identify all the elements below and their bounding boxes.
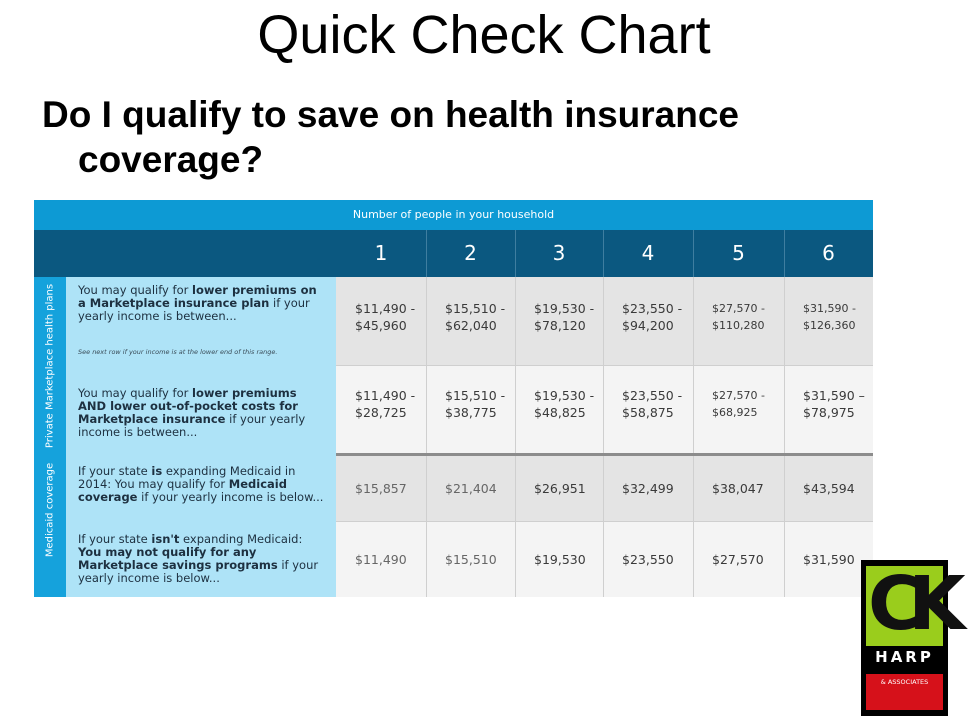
section-divider xyxy=(336,453,873,456)
side-bar-private xyxy=(34,277,66,455)
header-divider xyxy=(426,230,427,277)
row-background xyxy=(336,365,873,455)
income-cell: $32,499 xyxy=(622,481,674,496)
income-cell: $23,550 xyxy=(622,552,674,567)
subtitle-line-2: coverage? xyxy=(78,139,264,180)
household-size-4: 4 xyxy=(641,241,655,265)
row-note: See next row if your income is at the lower end of this range. xyxy=(78,348,278,356)
header-divider xyxy=(784,230,785,277)
row-divider xyxy=(336,365,873,366)
side-label-medicaid: Medicaid coverage xyxy=(44,462,56,558)
income-cell: $27,570 - $110,280 xyxy=(712,302,765,332)
row-description-1 xyxy=(66,277,336,365)
row-background xyxy=(336,277,873,365)
row-background xyxy=(336,521,873,597)
household-size-2: 2 xyxy=(464,241,477,265)
row-divider xyxy=(336,521,873,522)
company-logo xyxy=(861,560,952,716)
income-cell: $15,510 xyxy=(445,552,497,567)
logo-green-block xyxy=(866,561,952,647)
income-cell: $11,490 - $28,725 xyxy=(355,388,416,420)
income-cell: $43,594 xyxy=(803,481,855,496)
header-divider xyxy=(515,230,516,277)
row-description-3 xyxy=(66,455,336,521)
income-cell: $31,590 - $126,360 xyxy=(803,302,856,332)
income-cell: $15,510 - $38,775 xyxy=(445,388,506,420)
income-cell: $26,951 xyxy=(534,481,586,496)
column-divider xyxy=(426,277,427,597)
subtitle-line-1: Do I qualify to save on health insurance xyxy=(42,94,739,135)
column-divider xyxy=(515,277,516,597)
income-cell: $23,550 - $94,200 xyxy=(622,301,683,333)
income-cell: $19,530 - $48,825 xyxy=(534,388,595,420)
income-cell: $21,404 xyxy=(445,481,497,496)
household-size-6: 6 xyxy=(822,241,835,265)
column-divider xyxy=(603,277,604,597)
side-label-private: Private Marketplace health plans xyxy=(44,283,56,449)
income-cell: $11,490 - $45,960 xyxy=(355,301,416,333)
row-description-4 xyxy=(66,521,336,597)
column-divider xyxy=(693,277,694,597)
household-size-header xyxy=(34,230,873,277)
logo-word: HARP xyxy=(875,648,934,666)
header-divider xyxy=(603,230,604,277)
logo-subword: & ASSOCIATES xyxy=(880,678,929,686)
row-description-text: You may qualify for lower premiums on a Marketplace insurance plan if your yearly income is between... xyxy=(78,283,317,323)
logo-red-block xyxy=(866,674,943,710)
income-cell: $19,530 - $78,120 xyxy=(534,301,595,333)
row-description-text: If your state is expanding Medicaid in 2014: You may qualify for Medicaid coverage if your yearly income is below... xyxy=(78,464,324,504)
side-bar-medicaid xyxy=(34,455,66,597)
income-cell: $23,550 - $58,875 xyxy=(622,388,683,420)
quick-check-table xyxy=(34,200,873,597)
household-size-3: 3 xyxy=(552,241,566,265)
column-divider xyxy=(784,277,785,597)
income-cell: $19,530 xyxy=(534,552,586,567)
row-description-2 xyxy=(66,365,336,455)
household-size-5: 5 xyxy=(732,241,745,265)
header-divider xyxy=(693,230,694,277)
income-cell: $38,047 xyxy=(712,481,764,496)
household-size-1: 1 xyxy=(374,241,388,265)
logo-letters: CK xyxy=(868,561,952,647)
income-cell: $15,857 xyxy=(355,481,407,496)
income-cell: $31,590 xyxy=(803,552,855,567)
slide-subtitle xyxy=(42,92,922,182)
row-description-text: If your state isn't expanding Medicaid: You may not qualify for any Marketplace savings programs if your yearly income is below... xyxy=(78,532,319,585)
income-cell: $27,570 - $68,925 xyxy=(712,389,765,419)
row-background xyxy=(336,455,873,521)
income-cell: $15,510 - $62,040 xyxy=(445,301,506,333)
income-cell: $27,570 xyxy=(712,552,764,567)
income-cell: $31,590 – $78,975 xyxy=(803,388,865,420)
slide-title: Quick Check Chart xyxy=(257,5,711,65)
income-cell: $11,490 xyxy=(355,552,407,567)
household-banner: Number of people in your household xyxy=(34,200,873,230)
row-description-text: You may qualify for lower premiums AND lower out-of-pocket costs for Marketplace insurance if your yearly income is between... xyxy=(78,386,306,439)
